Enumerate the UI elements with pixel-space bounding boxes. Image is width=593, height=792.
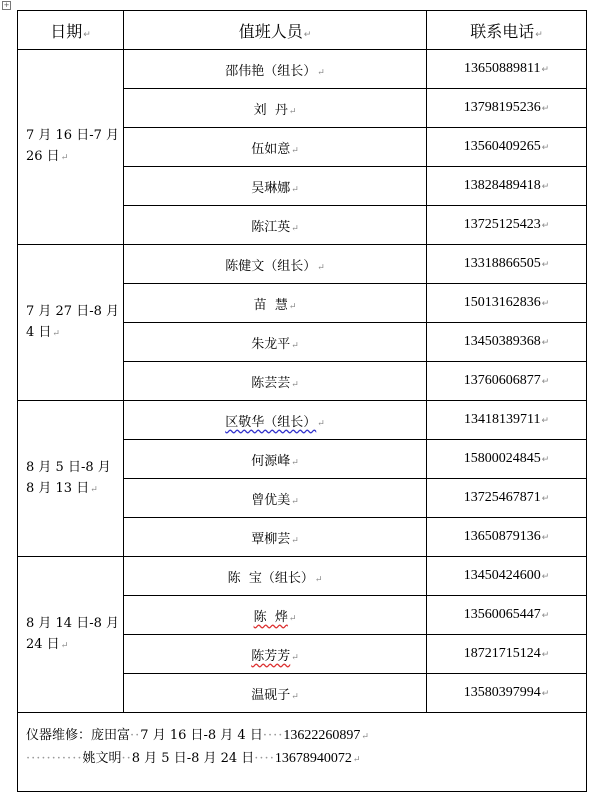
staff-name: 伍如意↵ — [124, 128, 427, 167]
maintenance-name-2: 姚文明 — [82, 751, 122, 766]
staff-name: 覃柳芸↵ — [124, 518, 427, 557]
table-anchor-icon[interactable]: + — [3, 1, 10, 9]
maintenance-cell: 仪器维修：庞田富··7 月 16 日-8 月 4 日····13622260897↵ ···········姚文明··8 月 5 日-8 月 24 日····13678940072↵ — [18, 713, 587, 792]
staff-phone: 13725467871↵ — [427, 479, 587, 518]
staff-phone: 13725125423↵ — [427, 206, 587, 245]
header-staff: 值班人员↵ — [124, 11, 427, 50]
staff-name: 吴琳娜↵ — [124, 167, 427, 206]
table-row — [18, 50, 587, 89]
staff-phone: 13450424600↵ — [427, 557, 587, 596]
staff-phone: 13418139711↵ — [427, 401, 587, 440]
staff-phone: 13318866505↵ — [427, 245, 587, 284]
staff-phone: 13580397994↵ — [427, 674, 587, 713]
staff-phone: 13650879136↵ — [427, 518, 587, 557]
staff-name: 刘 丹↵ — [124, 89, 427, 128]
staff-name: 苗 慧↵ — [124, 284, 427, 323]
staff-phone: 15800024845↵ — [427, 440, 587, 479]
maintenance-phone-1: 13622260897 — [283, 728, 361, 743]
header-date: 日期↵ — [18, 11, 124, 50]
staff-name: 温砚子↵ — [124, 674, 427, 713]
staff-phone: 13828489418↵ — [427, 167, 587, 206]
staff-name: 何源峰↵ — [124, 440, 427, 479]
maintenance-phone-2: 13678940072 — [274, 751, 352, 766]
staff-phone: 13760606877↵ — [427, 362, 587, 401]
date-cell: 8 月 14 日-8 月 24 日↵ — [18, 557, 124, 713]
table-row — [18, 401, 587, 440]
date-cell: 7 月 27 日-8 月 4 日↵ — [18, 245, 124, 401]
maintenance-row — [18, 713, 587, 792]
date-cell: 7 月 16 日-7 月 26 日↵ — [18, 50, 124, 245]
staff-name: 陈江英↵ — [124, 206, 427, 245]
staff-name: 陈 烨↵ — [124, 596, 427, 635]
staff-name: 陈 宝（组长）↵ — [124, 557, 427, 596]
table-row — [18, 245, 587, 284]
staff-name: 曾优美↵ — [124, 479, 427, 518]
staff-phone: 13650889811↵ — [427, 50, 587, 89]
staff-name: 区敬华（组长）↵ — [124, 401, 427, 440]
staff-name: 陈健文（组长）↵ — [124, 245, 427, 284]
staff-phone: 18721715124↵ — [427, 635, 587, 674]
staff-name: 邵伟艳（组长）↵ — [124, 50, 427, 89]
staff-phone: 13560065447↵ — [427, 596, 587, 635]
staff-phone: 13798195236↵ — [427, 89, 587, 128]
staff-name: 陈芸芸↵ — [124, 362, 427, 401]
maintenance-name-1: 庞田富 — [91, 728, 131, 743]
staff-phone: 13450389368↵ — [427, 323, 587, 362]
staff-phone: 13560409265↵ — [427, 128, 587, 167]
staff-name: 朱龙平↵ — [124, 323, 427, 362]
maintenance-period-1: 7 月 16 日-8 月 4 日 — [140, 728, 263, 743]
staff-phone: 15013162836↵ — [427, 284, 587, 323]
duty-roster-table — [17, 10, 587, 792]
table-row — [18, 557, 587, 596]
maintenance-label: 仪器维修： — [26, 728, 92, 743]
maintenance-period-2: 8 月 5 日-8 月 24 日 — [131, 751, 255, 766]
date-cell: 8 月 5 日-8 月 8 月 13 日↵ — [18, 401, 124, 557]
table-header-row — [18, 11, 587, 50]
header-phone: 联系电话↵ — [427, 11, 587, 50]
staff-name: 陈芳芳↵ — [124, 635, 427, 674]
